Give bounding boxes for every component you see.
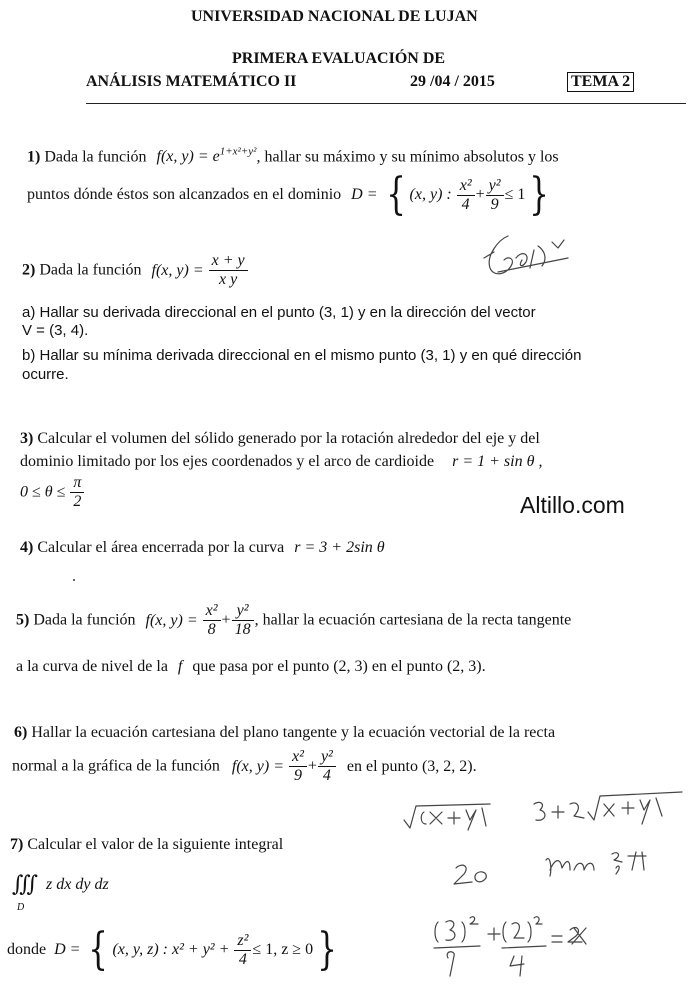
problem-6-line-2: normal a la gráfica de la función f(x, y) = $\frac{\text{x²}}{9}$ + $\frac{\text{y²}}{4}$ en el punto (3, 2, 2).: [12, 748, 477, 784]
subject: ANÁLISIS MATEMÁTICO II: [86, 73, 297, 90]
donde-label: donde: [7, 941, 47, 958]
university-title: UNIVERSIDAD NACIONAL DE LUJAN: [191, 8, 478, 25]
domain-set: (x, y) :: [409, 186, 452, 203]
exam-date: 29 /04 / 2015: [410, 73, 495, 90]
function-expression: f(x, y) =: [151, 261, 204, 279]
problem-5-line-1: 5) Dada la función f(x, y) = $\frac{\text{x²}}{8}$ + $\frac{\text{y²}}{18}$ , hallar la ecuación cartesiana de la recta tangente: [16, 602, 572, 638]
theme-box: TEMA 2: [567, 72, 634, 92]
fraction-y2-18: $\frac{\text{y²}}{18}$: [232, 602, 254, 639]
left-brace: {: [385, 169, 406, 220]
problem-number: 7): [10, 836, 24, 853]
left-brace: {: [88, 924, 109, 975]
fraction-z2-4: $\frac{\text{z²}}{4}$: [234, 932, 251, 969]
domain-set: (x, y, z) : x² + y² +: [112, 941, 230, 958]
problem-3-line-1: [20, 430, 540, 448]
function-expression: f(x, y) =: [145, 611, 198, 629]
domain-lhs: D =: [54, 941, 81, 958]
domain-tail: ≤ 1: [504, 186, 526, 203]
problem-text: que pasa por el punto (2, 3) en el punto (2, 3).: [192, 658, 486, 675]
fraction-pi-2: $\frac{\pi}{2}$: [70, 474, 84, 511]
problem-text: dominio limitado por los ejes coordenados y el arco de cardioide: [20, 453, 435, 470]
problem-1-line-2: puntos dónde éstos son alcanzados en el dominio D = { (x, y) : $\frac{\text{x²}}{4}$ + $\frac{\text{y²}}{9}$ ≤ 1}: [27, 169, 550, 220]
function-expression: f(x, y) =: [231, 757, 285, 775]
integral-symbol: ∭: [12, 872, 39, 897]
domain-tail: ≤ 1, z ≥ 0: [252, 941, 314, 958]
right-brace: }: [529, 169, 550, 220]
problem-text: Dada la función: [39, 261, 142, 279]
problem-text: a la curva de nivel de la: [16, 658, 168, 675]
curve-equation: r = 3 + 2sin θ: [294, 539, 385, 556]
problem-7-domain: [7, 924, 341, 975]
handwritten-signature: [478, 228, 588, 283]
triple-integral: [12, 872, 109, 897]
problem-2-a-line-1: a) Hallar su derivada direccional en el punto (3, 1) y en la dirección del vector: [22, 304, 536, 321]
function-expression: f(x, $y) = e^{1+x^2+y^2}$: [156, 146, 257, 166]
fraction-xy: $\frac{x + y}{\text{x y}}$: [209, 252, 248, 289]
problem-2-line-1: [22, 252, 249, 289]
problem-3-line-2: [20, 453, 542, 471]
fraction-y2-4: $\frac{\text{y²}}{4}$: [318, 748, 336, 785]
fraction-x2-9: $\frac{\text{x²}}{9}$: [289, 748, 307, 785]
function-symbol: f: [177, 658, 183, 675]
problem-1-line-1: [27, 146, 559, 166]
integrand: z dx dy dz: [46, 875, 109, 893]
problem-text: Calcular el valor de la siguiente integral: [27, 836, 284, 853]
problem-text: Hallar la ecuación cartesiana del plano tangente y la ecuación vectorial de la recta: [31, 724, 556, 741]
stray-dot: [73, 579, 75, 581]
problem-text: normal a la gráfica de la función: [12, 757, 220, 775]
integral-domain-subscript: D: [17, 902, 25, 913]
fraction-x2-8: $\frac{\text{x²}}{8}$: [203, 602, 221, 639]
problem-3-line-3: [20, 474, 85, 511]
problem-2-b-line-2: ocurre.: [22, 366, 69, 383]
handwritten-notes: [390, 790, 690, 984]
problem-4: [20, 539, 385, 557]
exam-title: PRIMERA EVALUACIÓN DE: [232, 50, 446, 67]
problem-text: Dada la función: [44, 148, 147, 166]
problem-number: 6): [14, 724, 28, 741]
problem-number: 4): [20, 539, 34, 556]
problem-number: 5): [16, 611, 30, 629]
problem-text: Dada la función: [33, 611, 136, 629]
problem-number: 2): [22, 261, 36, 279]
problem-5-line-2: [16, 658, 486, 676]
problem-text: puntos dónde éstos son alcanzados en el dominio: [27, 186, 342, 203]
problem-2-a-line-2: V = (3, 4).: [22, 322, 89, 339]
theta-range: 0 ≤ θ ≤: [20, 483, 66, 501]
problem-text: , hallar su máximo y su mínimo absolutos y los: [256, 148, 559, 166]
problem-number: 3): [20, 430, 34, 447]
problem-text: Calcular el área encerrada por la curva: [37, 539, 285, 556]
problem-2-b-line-1: b) Hallar su mínima derivada direccional en el mismo punto (3, 1) y en qué dirección: [22, 347, 582, 364]
right-brace: }: [317, 924, 337, 975]
problem-text: en el punto (3, 2, 2).: [346, 757, 477, 775]
header-rule: [86, 103, 686, 104]
problem-text: , hallar la ecuación cartesiana de la recta tangente: [254, 611, 572, 629]
domain-lhs: D =: [351, 186, 378, 203]
cardioid-equation: r = 1 + sin θ ,: [452, 453, 543, 470]
fraction-x2-4: $\frac{\text{x²}}{4}$: [457, 177, 475, 214]
fraction-y2-9: $\frac{\text{y²}}{9}$: [486, 177, 504, 214]
problem-number: 1): [27, 148, 41, 166]
problem-text: Calcular el volumen del sólido generado por la rotación alrededor del eje y del: [37, 430, 540, 447]
problem-6-line-1: [14, 724, 555, 742]
problem-7: [10, 836, 283, 854]
watermark: Altillo.com: [520, 492, 625, 518]
